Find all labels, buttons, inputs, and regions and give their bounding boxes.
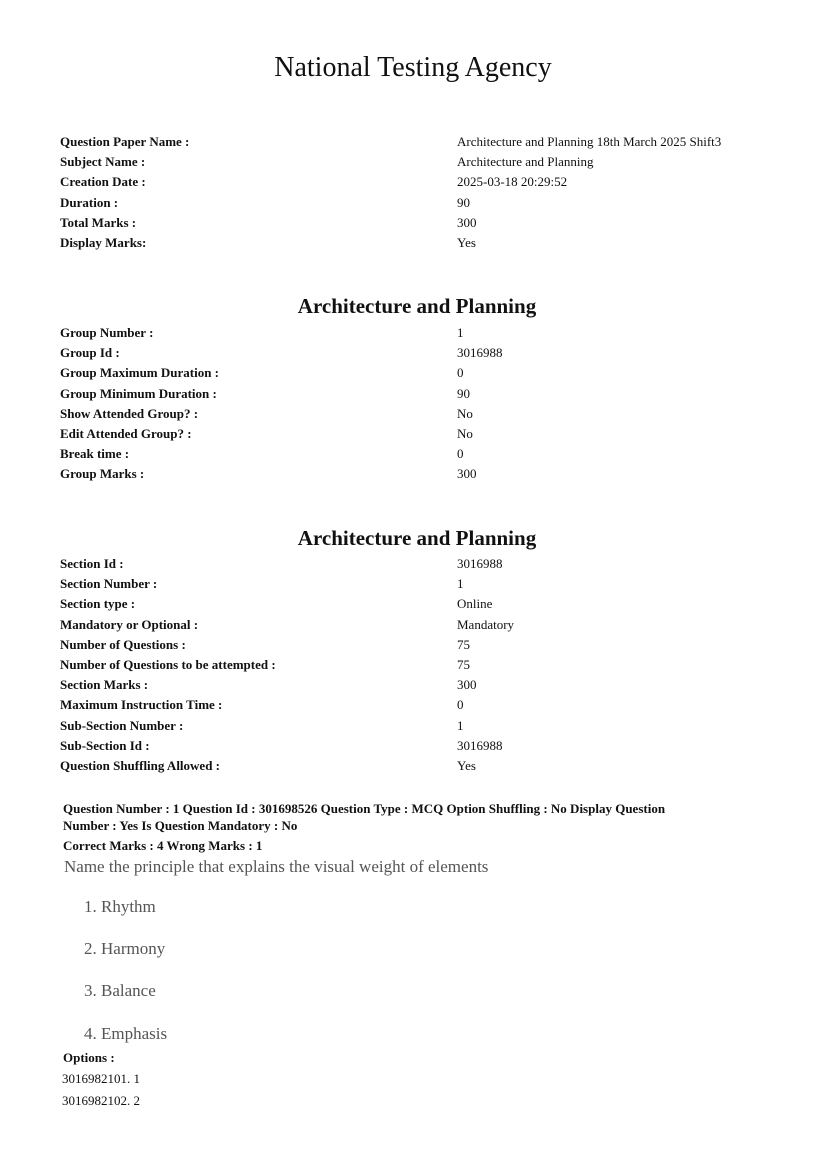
field-value: 90 xyxy=(457,194,470,210)
section-info-row xyxy=(60,756,780,776)
field-label: Section Number : xyxy=(60,576,158,592)
field-value: 2025-03-18 20:29:52 xyxy=(457,174,568,190)
field-value: 300 xyxy=(457,214,477,230)
field-value: 0 xyxy=(457,365,464,381)
field-value: 90 xyxy=(457,385,470,401)
group-info-row xyxy=(60,404,780,424)
field-value: No xyxy=(457,425,473,441)
option-id: 3016982102. 2 xyxy=(62,1093,140,1108)
paper-info-row xyxy=(60,152,780,172)
question-header-line: Number : Yes Is Question Mandatory : No xyxy=(63,818,298,833)
field-label: Group Maximum Duration : xyxy=(60,365,220,381)
field-value: Yes xyxy=(457,757,476,773)
paper-info-row xyxy=(60,132,780,152)
group-heading: Architecture and Planning xyxy=(297,294,537,318)
field-value: 3016988 xyxy=(457,737,503,753)
paper-info-row xyxy=(60,233,780,253)
field-label: Sub-Section Id : xyxy=(60,737,150,753)
field-value: Online xyxy=(457,596,493,612)
group-info-table xyxy=(60,323,780,485)
group-info-row xyxy=(60,343,780,363)
paper-info-row xyxy=(60,172,780,192)
field-value: No xyxy=(457,405,473,421)
field-label: Sub-Section Number : xyxy=(60,717,184,733)
field-label: Group Number : xyxy=(60,325,154,340)
section-info-row xyxy=(60,675,780,695)
field-label: Creation Date : xyxy=(60,174,146,190)
group-info-row xyxy=(60,464,780,484)
field-label: Section type : xyxy=(60,596,136,612)
field-label: Question Paper Name : xyxy=(60,134,190,149)
field-label: Total Marks : xyxy=(60,214,137,230)
group-info-row xyxy=(60,384,780,404)
group-info-row xyxy=(60,444,780,464)
answer-choice: 2. Harmony xyxy=(84,939,166,958)
field-value: Architecture and Planning xyxy=(457,154,594,170)
field-label: Display Marks: xyxy=(60,234,147,250)
field-value: Yes xyxy=(457,234,476,250)
option-id: 3016982101. 1 xyxy=(62,1071,140,1086)
field-label: Section Id : xyxy=(60,556,124,571)
paper-info-table xyxy=(60,132,780,253)
group-info-row xyxy=(60,363,780,383)
field-label: Mandatory or Optional : xyxy=(60,616,199,632)
field-value: 1 xyxy=(457,717,464,733)
section-info-row xyxy=(60,736,780,756)
field-label: Maximum Instruction Time : xyxy=(60,697,223,713)
field-value: 75 xyxy=(457,636,470,652)
section-info-row xyxy=(60,554,780,574)
group-info-row xyxy=(60,323,780,343)
section-heading: Architecture and Planning xyxy=(297,526,537,550)
page-title: National Testing Agency xyxy=(274,52,552,83)
question-text: Name the principle that explains the visual weight of elements xyxy=(64,857,489,876)
field-value: Architecture and Planning 18th March 2025 Shift3 xyxy=(457,134,722,149)
field-value: 300 xyxy=(457,677,477,693)
field-label: Edit Attended Group? : xyxy=(60,425,192,441)
answer-choice: 1. Rhythm xyxy=(84,897,156,916)
field-value: 300 xyxy=(457,466,477,482)
field-value: 0 xyxy=(457,446,464,462)
field-label: Number of Questions : xyxy=(60,636,186,652)
field-label: Section Marks : xyxy=(60,677,149,693)
field-label: Subject Name : xyxy=(60,154,146,170)
answer-choice: 3. Balance xyxy=(84,981,156,1000)
field-value: Mandatory xyxy=(457,616,515,632)
paper-info-row xyxy=(60,213,780,233)
answer-choice: 4. Emphasis xyxy=(84,1024,168,1043)
group-info-row xyxy=(60,424,780,444)
section-info-table xyxy=(60,554,780,776)
question-header xyxy=(63,800,763,854)
field-label: Group Marks : xyxy=(60,466,145,482)
section-info-row xyxy=(60,615,780,635)
section-info-row xyxy=(60,594,780,614)
question-header-line: Question Number : 1 Question Id : 301698526 Question Type : MCQ Option Shuffling : No Display Question xyxy=(63,801,666,816)
field-value: 3016988 xyxy=(457,345,503,361)
field-label: Duration : xyxy=(60,194,119,210)
field-label: Group Id : xyxy=(60,345,120,361)
paper-info-row xyxy=(60,193,780,213)
field-label: Number of Questions to be attempted : xyxy=(60,656,276,672)
field-label: Break time : xyxy=(60,446,130,462)
field-label: Group Minimum Duration : xyxy=(60,385,217,401)
question-marks: Correct Marks : 4 Wrong Marks : 1 xyxy=(63,838,263,853)
field-label: Show Attended Group? : xyxy=(60,405,199,421)
section-info-row xyxy=(60,635,780,655)
field-value: 75 xyxy=(457,656,470,672)
field-value: 1 xyxy=(457,576,464,592)
field-value: 1 xyxy=(457,325,464,340)
field-value: 0 xyxy=(457,697,464,713)
section-info-row xyxy=(60,695,780,715)
section-info-row xyxy=(60,655,780,675)
section-info-row xyxy=(60,574,780,594)
field-value: 3016988 xyxy=(457,556,503,571)
options-label: Options : xyxy=(63,1050,115,1065)
section-info-row xyxy=(60,716,780,736)
field-label: Question Shuffling Allowed : xyxy=(60,757,221,773)
